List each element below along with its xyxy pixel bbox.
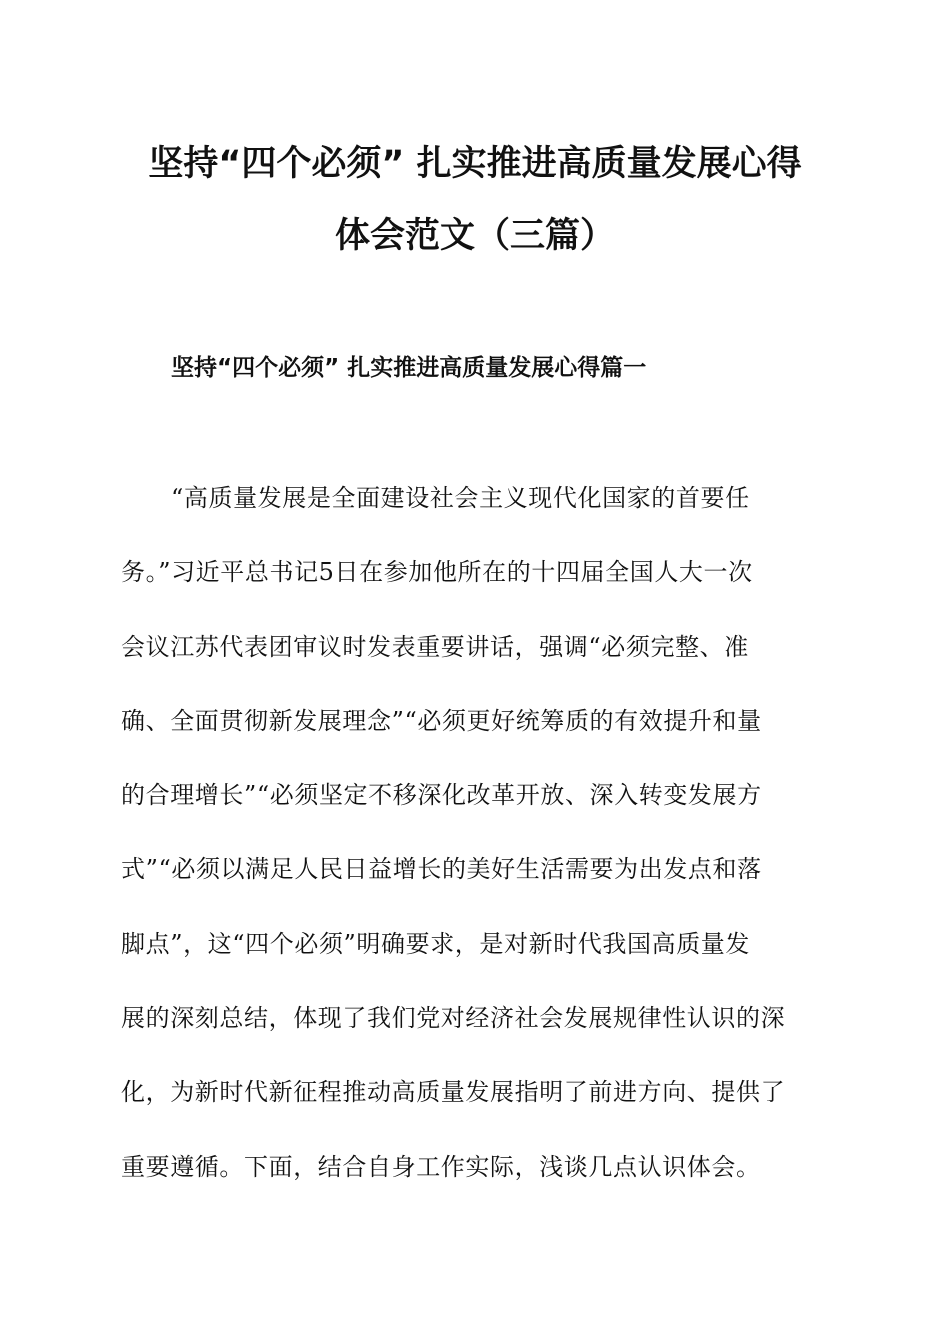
document-title-line-2: 体会范文（三篇） bbox=[334, 216, 615, 256]
body-paragraph bbox=[121, 476, 826, 1219]
section-heading: 坚持“四个必须” 扎实推进高质量发展心得篇一 bbox=[171, 355, 647, 381]
paragraph-line: 确、全面贯彻新发展理念”“必须更好统筹质的有效提升和量 bbox=[121, 706, 762, 735]
paragraph-line: 式”“必须以满足人民日益增长的美好生活需要为出发点和落 bbox=[121, 855, 762, 884]
paragraph-line: 的合理增长”“必须坚定不移深化改革开放、深入转变发展方 bbox=[121, 781, 762, 810]
paragraph-line: 脚点”，这“四个必须”明确要求，是对新时代我国高质量发 bbox=[121, 929, 751, 958]
paragraph-line: “高质量发展是全面建设社会主义现代化国家的首要任 bbox=[171, 484, 750, 512]
paragraph-line: 展的深刻总结，体现了我们党对经济社会发展规律性认识的深 bbox=[121, 1004, 786, 1033]
paragraph-line: 化，为新时代新征程推动高质量发展指明了前进方向、提供了 bbox=[121, 1078, 786, 1107]
paragraph-line: 会议江苏代表团审议时发表重要讲话，强调“必须完整、准 bbox=[121, 632, 749, 661]
document-title bbox=[100, 128, 850, 272]
paragraph-line: 重要遵循。下面，结合自身工作实际，浅谈几点认识体会。 bbox=[121, 1152, 761, 1181]
paragraph-line: 务。”习近平总书记5日在参加他所在的十四届全国人大一次 bbox=[121, 558, 753, 587]
document-title-line-1: 坚持“四个必须” 扎实推进高质量发展心得 bbox=[148, 144, 802, 184]
